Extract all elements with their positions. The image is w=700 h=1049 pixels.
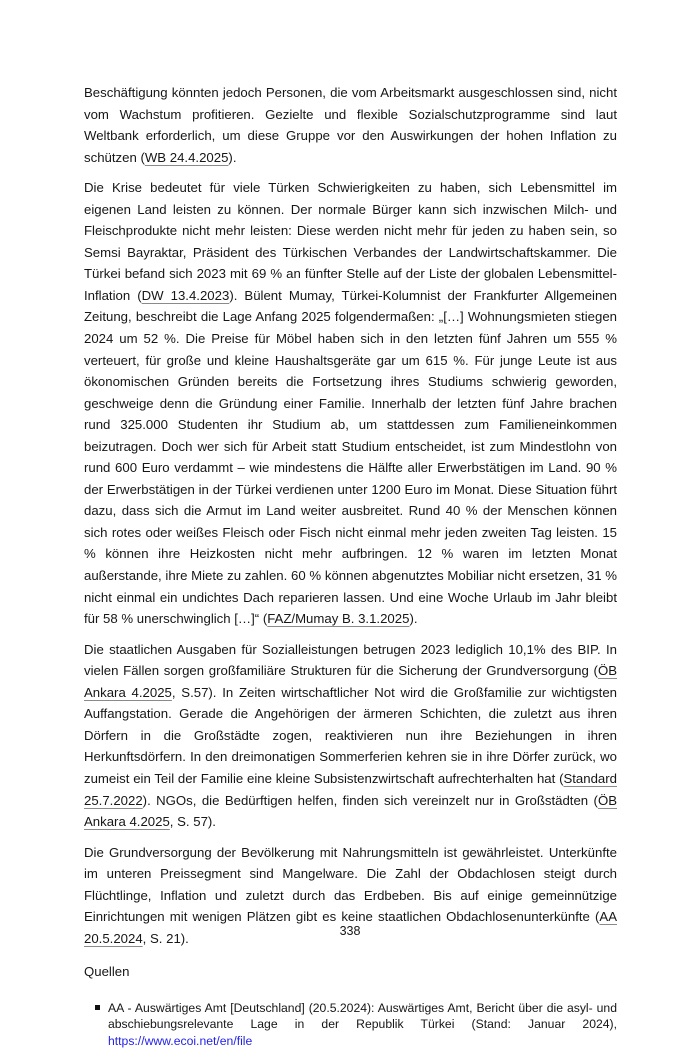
paragraph-text: , S.57). In Zeiten wirtschaftlicher Not wird die Großfamilie zur wichtigsten Auffangstation. Gerade die Angehörigen der ärmeren Schichten, die zuletzt aus ihren Dörfern in die Großstädte zogen, reaktivieren nun ihre Beziehungen in ihren Herkunftsdörfern. In den dreimonatigen Sommerferien kehren sie in ihre Dörfer zurück, wo zumeist ein Teil der Familie eine kleine Subsistenzwirtschaft aufrechterhalten hat ( [84, 684, 617, 786]
page-number: 338 [339, 924, 361, 938]
source-url-link[interactable]: https://www.ecoi.net/en/file [108, 1033, 253, 1048]
paragraph-text: ). [409, 611, 418, 627]
citation-link-faz[interactable]: FAZ/Mumay B. 3.1.2025 [267, 611, 410, 627]
paragraph-text: Beschäftigung könnten jedoch Personen, die vom Arbeitsmarkt ausgeschlossen sind, nicht vom Wachstum profitieren. Gezielte und flexible Sozialschutzprogramme sind laut Weltbank erforderlich, um diese Gruppe vor den Auswirkungen der hohen Inflation zu schützen ( [84, 85, 617, 165]
citation-link-dw[interactable]: DW 13.4.2023 [141, 287, 230, 303]
paragraph-text: , S. 57). [169, 814, 216, 830]
paragraph-employment [84, 82, 617, 168]
citation-link-aa[interactable]: AA 20.5.2024 [84, 909, 617, 946]
source-list [84, 1000, 617, 1049]
paragraph-social-spending [84, 639, 617, 833]
paragraph-text: Die Grundversorgung der Bevölkerung mit Nahrungsmitteln ist gewährleistet. Unterkünfte im unteren Preissegment sind Mangelware. Die Zahl der Obdachlosen steigt durch Flüchtlinge, Inflation und zuletzt durch das Erdbeben. Bis auf einige gemeinnützige Einrichtungen mit wenigen Plätzen gibt es keine staatlichen Obdachlosenunterkünfte ( [84, 844, 617, 925]
paragraph-text: Die Krise bedeutet für viele Türken Schwierigkeiten zu haben, sich Lebensmittel im eigenen Land leisten zu können. Der normale Bürger kann sich inzwischen Milch- und Fleischprodukte nicht mehr leisten: Diese werden nicht mehr für jeden zu haben sein, so Semsi Bayraktar, Präsident des Türkischen Verbandes der Landwirtschaftskammer. Die Türkei befand sich 2023 mit 69 % an fünfter Stelle auf der Liste der globalen Lebensmittel-Inflation ( [84, 180, 617, 303]
source-list-item [95, 1000, 617, 1049]
paragraph-text: ). NGOs, die Bedürftigen helfen, finden sich vereinzelt nur in Großstädten ( [142, 792, 598, 808]
paragraph-text: ). [228, 149, 237, 165]
paragraph-text: , S. 21). [142, 930, 189, 946]
citation-link-standard[interactable]: Standard 25.7.2022 [84, 770, 617, 808]
paragraph-text: ). Bülent Mumay, Türkei-Kolumnist der Frankfurter Allgemeinen Zeitung, beschreibt die Lage Anfang 2025 folgendermaßen: „[…] Wohnungsmieten stiegen 2024 um 52 %. Die Preise für Möbel haben sich in den letzten fünf Jahren um 555 % verteuert, für große und kleine Haushaltsgeräte gar um 615 %. Für junge Leute ist aus ökonomischen Gründen bereits die Fortsetzung ihres Studiums schwierig geworden, geschweige denn die Gründung einer Familie. Innerhalb der letzten fünf Jahre brachen rund 325.000 Studenten ihr Studium ab, um stattdessen zum Familieneinkommen beizutragen. Doch wer sich für Arbeit statt Studium entscheidet, ist zum Mindestlohn von rund 600 Euro verdammt – wie mindestens die Hälfte aller Erwerbstätigen im Land. 90 % der Erwerbstätigen in der Türkei verdienen unter 1200 Euro im Monat. Diese Situation führt dazu, dass sich die Armut im Land weiter ausbreitet. Rund 40 % der Menschen können sich rotes oder weißes Fleisch oder Fisch nicht einmal mehr jeden zweiten Tag leisten. 15 % können ihre Heizkosten nicht mehr aufbringen. 12 % waren im letzten Monat außerstande, ihre Miete zu zahlen. 60 % können abgenutztes Mobiliar nicht ersetzen, 31 % nicht einmal ein undichtes Dach reparieren lassen. Und eine Woche Urlaub im Jahr bleibt für 58 % unerschwinglich […]“ ( [84, 287, 617, 627]
source-citation-text: AA - Auswärtiges Amt [Deutschland] (20.5.2024): Auswärtiges Amt, Bericht über die asyl- und abschiebungsrelevante Lage in der Republik Türkei (Stand: Januar 2024), [108, 1000, 617, 1032]
bullet-square-icon [95, 1000, 108, 1049]
paragraph-crisis [84, 177, 617, 629]
source-item-text [108, 1000, 617, 1049]
page-content [84, 82, 617, 1049]
citation-link-oeb-ankara-2[interactable]: ÖB Ankara 4.2025 [84, 792, 617, 830]
citation-link-wb[interactable]: WB 24.4.2025 [144, 149, 229, 165]
sources-heading: Quellen [84, 964, 130, 980]
paragraph-text: Die staatlichen Ausgaben für Sozialleistungen betrugen 2023 lediglich 10,1% des BIP. In vielen Fällen sorgen großfamiliäre Strukturen für die Sicherung der Grundversorgung ( [84, 641, 617, 679]
citation-link-oeb-ankara-1[interactable]: ÖB Ankara 4.2025 [84, 663, 617, 700]
